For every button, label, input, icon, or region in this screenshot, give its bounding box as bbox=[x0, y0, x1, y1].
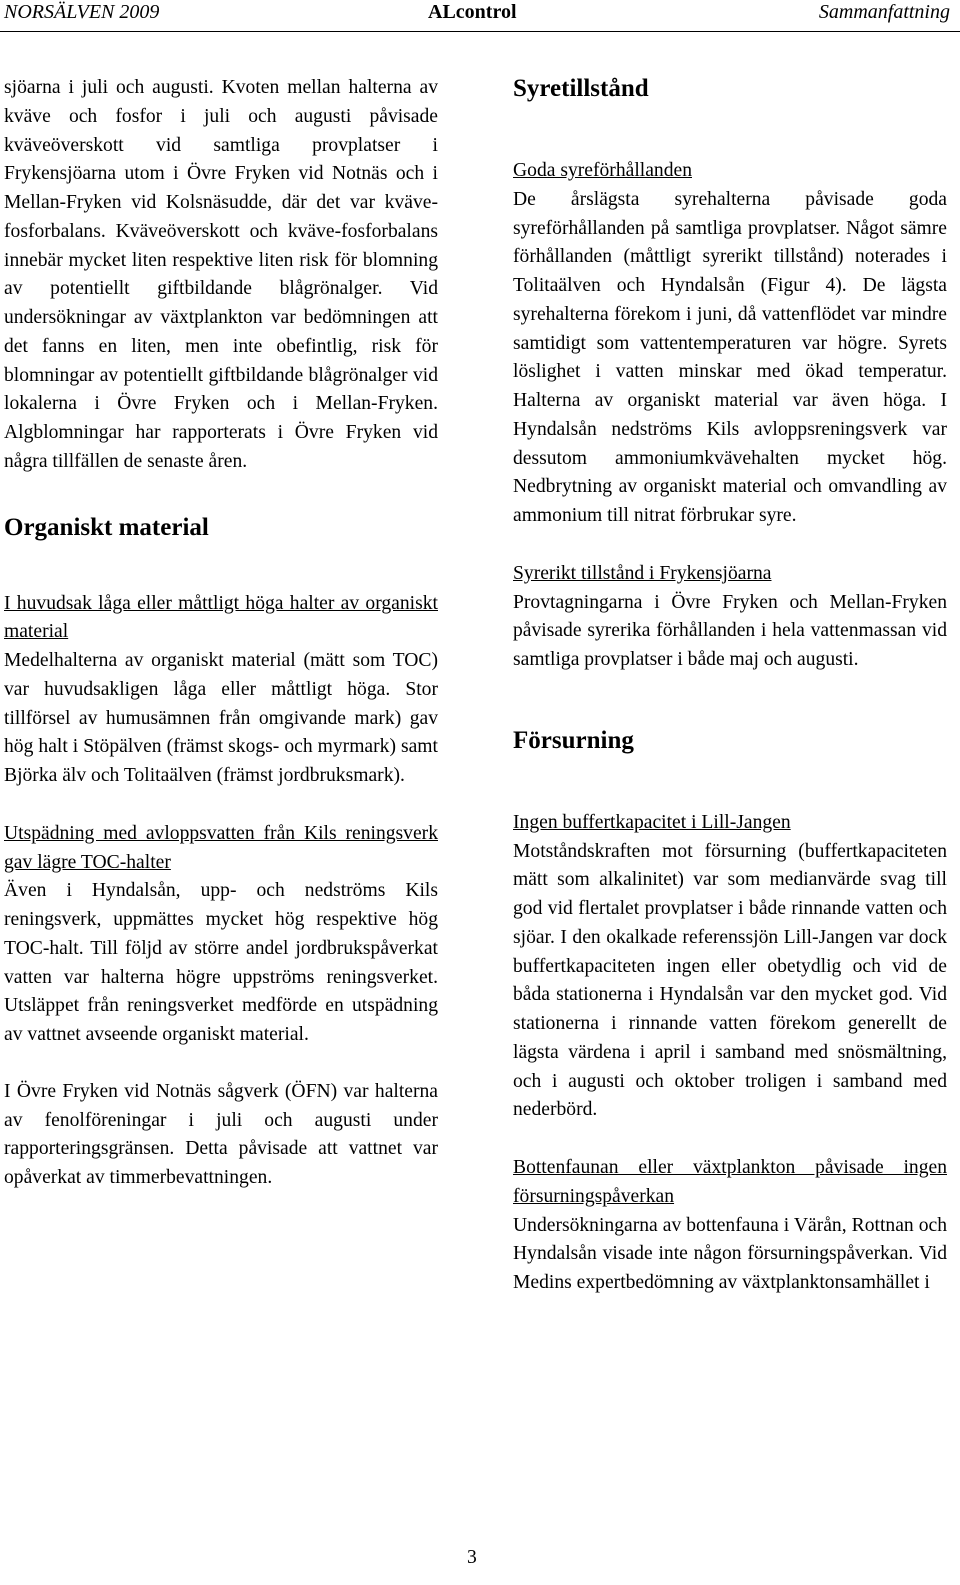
paragraph-no-acidification: Undersökningarna av bottenfauna i Värån, Rottnan och Hyndalsån visade inte någon försurningspåverkan. Vid Medins expertbedömning av växtplanktonsamhället i bbox=[513, 1214, 947, 1293]
paragraph-toc-levels: Medelhalterna av organiskt material (mätt som TOC) var huvudsakligen låga eller måttligt höga. Stor tillförsel av humusämnen från omgivande mark) gav hög halt i Stöpälven (främst skogs- och myrmark) samt Björka älv och Tolitaälven (främst jordbruksmark). bbox=[4, 650, 438, 786]
paragraph-nutrients: sjöarna i juli och augusti. Kvoten mellan halterna av kväve och fosfor i juli och augusti påvisade kväveöverskott vid samtliga provplatser i Frykensjöarna utom i Övre Fryken vid Notnäs och i Mellan-Fryken vid Kolsnäsudde, där det var kväve-fosforbalans. Kväveöverskott och kväve-fosforbalans innebär mycket liten respektive liten risk för blomning av potentiellt giftbildande blågrönalger. Vid undersökningar av växtplankton var bedömningen att det fanns en liten, men inte obefintlig, risk för blomningar av potentiellt giftbildande blågrönalger vid lokalerna i Övre Fryken och i Mellan-Fryken. Algblomningar har rapporterats i Övre Fryken vid några tillfällen de senaste åren. bbox=[4, 77, 438, 472]
paragraph-oxygen: De årslägsta syrehalterna påvisade goda syreförhållanden på samtliga provplatser. Något sämre förhållanden (måttligt syrerikt tillstånd) noterades i Tolitaälven och Hyndalsån (Figur 4). De lägsta syrehalterna förekom i juni, då vattenflödet var mindre samtidigt som vattentemperaturen var högre. Syrets löslighet i vatten minskar med ökad temperatur. Halterna av organiskt material var även höga. I Hyndalsån nedströms Kils avloppsreningsverk var dessutom ammoniumkvävehalten mycket hög. Nedbrytning av organiskt material och omvandling av ammonium till nitrat förbrukar syre. bbox=[513, 188, 947, 526]
subheading-good-oxygen: Goda syreförhållanden bbox=[513, 160, 692, 181]
subheading-toc-levels: I huvudsak låga eller måttligt höga halter av organiskt material bbox=[4, 592, 438, 643]
header-rule bbox=[0, 31, 960, 32]
subheading-dilution: Utspädning med avloppsvatten från Kils reningsverk gav lägre TOC-halter bbox=[4, 822, 438, 873]
page-header bbox=[0, 0, 960, 32]
heading-organiskt-material: Organiskt material bbox=[4, 513, 209, 541]
paragraph-oxygen-rich: Provtagningarna i Övre Fryken och Mellan-Fryken påvisade syrerika förhållanden i hela vattenmassan vid samtliga provplatser i både maj och augusti. bbox=[513, 591, 947, 670]
heading-syretillstand: Syretillstånd bbox=[513, 75, 649, 102]
left-column bbox=[4, 74, 438, 1193]
subheading-oxygen-rich: Syrerikt tillstånd i Frykensjöarna bbox=[513, 562, 772, 584]
paragraph-phenols: I Övre Fryken vid Notnäs sågverk (ÖFN) var halterna av fenolföreningar i juli och augusti under rapporteringsgränsen. Detta påvisade att vattnet var opåverkat av timmerbevattningen. bbox=[4, 1080, 438, 1188]
right-column bbox=[513, 74, 947, 1298]
subheading-no-acidification: Bottenfaunan eller växtplankton påvisade ingen försurningspåverkan bbox=[513, 1157, 947, 1207]
header-section: Sammanfattning bbox=[818, 1, 950, 23]
page-number: 3 bbox=[467, 1547, 477, 1568]
paragraph-buffer-capacity: Motståndskraften mot försurning (buffertkapaciteten mätt som alkalinitet) var som medianvärde svag till god vid flertalet provplatser i både rinnande vatten och sjöar. I den okalkade referenssjön Lill-Jangen var dock buffertkapaciteten ingen eller obetydlig och vid de båda stationerna i Hyndalsån var den mycket god. Vid stationerna i rinnande vatten förekom generellt de lägsta värdena i april i samband med snösmältning, och i augusti och oktober troligen i samband med nederbörd. bbox=[513, 840, 947, 1121]
header-report-title: NORSÄLVEN 2009 bbox=[4, 1, 160, 23]
subheading-buffer-capacity: Ingen buffertkapacitet i Lill-Jangen bbox=[513, 811, 791, 833]
paragraph-dilution: Även i Hyndalsån, upp- och nedströms Kils reningsverk, uppmättes mycket hög respektive hög TOC-halt. Till följd av större andel jordbrukspåverkat vatten var halterna högre uppströms reningsverket. Utsläppet från reningsverket medförde en utspädning av vattnet avseende organiskt material. bbox=[4, 880, 438, 1045]
heading-forsurning: Försurning bbox=[513, 726, 634, 754]
header-company: ALcontrol bbox=[428, 1, 517, 23]
